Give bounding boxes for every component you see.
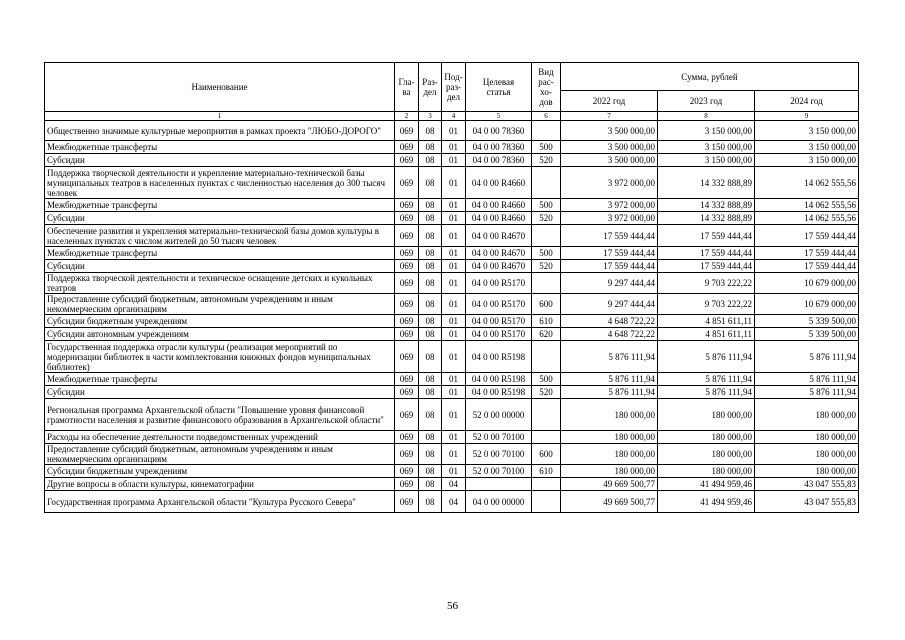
row-sum-2022: 9 297 444,44 [561, 273, 658, 294]
row-sum-2023: 14 332 888,89 [658, 167, 755, 199]
row-podrazdel: 01 [442, 154, 466, 167]
row-sum-2022: 17 559 444,44 [561, 247, 658, 260]
row-statya: 04 0 00 78360 [466, 154, 532, 167]
row-statya: 04 0 00 R5198 [466, 386, 532, 399]
header-glava: Гла- ва [395, 63, 419, 112]
row-sum-2024: 3 150 000,00 [755, 141, 859, 154]
row-glava: 069 [395, 444, 419, 465]
column-number: 2 [395, 112, 419, 121]
column-number: 1 [45, 112, 395, 121]
row-razdel: 08 [419, 373, 442, 386]
table-row [45, 399, 859, 431]
table-row [45, 141, 859, 154]
row-podrazdel: 04 [442, 478, 466, 491]
row-podrazdel: 01 [442, 341, 466, 373]
row-name: Субсидии автономным учреждениям [45, 328, 395, 341]
row-sum-2022: 3 500 000,00 [561, 154, 658, 167]
row-razdel: 08 [419, 273, 442, 294]
row-podrazdel: 01 [442, 225, 466, 247]
row-sum-2023: 4 851 611,11 [658, 328, 755, 341]
row-razdel: 08 [419, 167, 442, 199]
row-statya: 04 0 00 78360 [466, 141, 532, 154]
row-sum-2023: 3 150 000,00 [658, 154, 755, 167]
row-glava: 069 [395, 315, 419, 328]
row-sum-2023: 5 876 111,94 [658, 341, 755, 373]
row-sum-2022: 17 559 444,44 [561, 225, 658, 247]
row-sum-2023: 3 150 000,00 [658, 121, 755, 141]
column-number: 4 [442, 112, 466, 121]
row-statya: 04 0 00 R4660 [466, 212, 532, 225]
row-statya: 04 0 00 00000 [466, 491, 532, 513]
row-podrazdel: 01 [442, 121, 466, 141]
row-podrazdel: 01 [442, 273, 466, 294]
row-vid: 520 [532, 154, 561, 167]
row-sum-2022: 5 876 111,94 [561, 373, 658, 386]
row-razdel: 08 [419, 328, 442, 341]
row-sum-2023: 9 703 222,22 [658, 294, 755, 315]
budget-table [44, 62, 859, 513]
row-vid [532, 478, 561, 491]
row-sum-2024: 3 150 000,00 [755, 154, 859, 167]
row-sum-2024: 5 339 500,00 [755, 328, 859, 341]
table-row [45, 154, 859, 167]
table-row [45, 121, 859, 141]
row-razdel: 08 [419, 491, 442, 513]
row-sum-2023: 41 494 959,46 [658, 478, 755, 491]
row-statya: 04 0 00 78360 [466, 121, 532, 141]
row-vid: 520 [532, 386, 561, 399]
header-statya: Целевая статья [466, 63, 532, 112]
row-statya: 52 0 00 70100 [466, 465, 532, 478]
row-podrazdel: 04 [442, 491, 466, 513]
row-sum-2022: 4 648 722,22 [561, 315, 658, 328]
table-row [45, 260, 859, 273]
row-name: Государственная программа Архангельской области "Культура Русского Севера" [45, 491, 395, 513]
row-glava: 069 [395, 247, 419, 260]
row-vid: 610 [532, 465, 561, 478]
header-2023: 2023 год [658, 91, 755, 112]
row-podrazdel: 01 [442, 199, 466, 212]
row-podrazdel: 01 [442, 328, 466, 341]
row-glava: 069 [395, 141, 419, 154]
row-vid [532, 167, 561, 199]
header-razdel: Раз- дел [419, 63, 442, 112]
row-sum-2023: 41 494 959,46 [658, 491, 755, 513]
row-sum-2022: 49 669 500,77 [561, 491, 658, 513]
row-vid [532, 273, 561, 294]
row-razdel: 08 [419, 247, 442, 260]
row-sum-2022: 49 669 500,77 [561, 478, 658, 491]
column-number: 6 [532, 112, 561, 121]
row-podrazdel: 01 [442, 373, 466, 386]
column-number: 9 [755, 112, 859, 121]
row-vid [532, 431, 561, 444]
row-sum-2022: 180 000,00 [561, 399, 658, 431]
row-glava: 069 [395, 373, 419, 386]
row-sum-2023: 180 000,00 [658, 465, 755, 478]
row-statya: 52 0 00 00000 [466, 399, 532, 431]
header-summa: Сумма, рублей [561, 63, 859, 91]
row-razdel: 08 [419, 386, 442, 399]
row-vid: 500 [532, 199, 561, 212]
column-number: 5 [466, 112, 532, 121]
row-sum-2023: 180 000,00 [658, 444, 755, 465]
row-glava: 069 [395, 273, 419, 294]
row-podrazdel: 01 [442, 315, 466, 328]
row-razdel: 08 [419, 315, 442, 328]
row-vid: 610 [532, 315, 561, 328]
row-podrazdel: 01 [442, 399, 466, 431]
row-statya: 52 0 00 70100 [466, 431, 532, 444]
row-name: Поддержка творческой деятельности и укрепление материально-технической базы муниципальных театров в населенных пунктах с численностью населения до 300 тысяч человек [45, 167, 395, 199]
row-razdel: 08 [419, 225, 442, 247]
row-glava: 069 [395, 199, 419, 212]
row-name: Субсидии [45, 212, 395, 225]
row-name: Государственная поддержка отрасли культуры (реализация мероприятий по модернизации библиотек в части комплектования книжных фондов муниципальных библиотек) [45, 341, 395, 373]
table-row [45, 341, 859, 373]
row-glava: 069 [395, 167, 419, 199]
row-sum-2023: 9 703 222,22 [658, 273, 755, 294]
row-razdel: 08 [419, 399, 442, 431]
row-vid [532, 225, 561, 247]
row-sum-2024: 17 559 444,44 [755, 225, 859, 247]
row-sum-2024: 10 679 000,00 [755, 273, 859, 294]
row-razdel: 08 [419, 260, 442, 273]
row-vid: 600 [532, 294, 561, 315]
table-row [45, 247, 859, 260]
row-vid: 600 [532, 444, 561, 465]
table-row [45, 199, 859, 212]
row-vid [532, 399, 561, 431]
row-name: Региональная программа Архангельской области "Повышение уровня финансовой грамотности населения и развитие финансового образования в Архангельской области" [45, 399, 395, 431]
row-statya: 04 0 00 R4660 [466, 167, 532, 199]
row-name: Субсидии [45, 386, 395, 399]
row-sum-2024: 5 876 111,94 [755, 341, 859, 373]
table-row [45, 328, 859, 341]
row-sum-2023: 180 000,00 [658, 431, 755, 444]
row-glava: 069 [395, 225, 419, 247]
row-name: Другие вопросы в области культуры, кинематографии [45, 478, 395, 491]
row-razdel: 08 [419, 444, 442, 465]
row-sum-2022: 3 500 000,00 [561, 141, 658, 154]
row-sum-2024: 180 000,00 [755, 444, 859, 465]
header-name: Наименование [45, 63, 395, 112]
row-name: Межбюджетные трансферты [45, 141, 395, 154]
row-glava: 069 [395, 212, 419, 225]
row-sum-2023: 14 332 888,89 [658, 199, 755, 212]
row-podrazdel: 01 [442, 141, 466, 154]
row-glava: 069 [395, 121, 419, 141]
table-row [45, 273, 859, 294]
row-sum-2024: 14 062 555,56 [755, 199, 859, 212]
row-sum-2023: 5 876 111,94 [658, 373, 755, 386]
row-razdel: 08 [419, 121, 442, 141]
row-sum-2022: 3 972 000,00 [561, 212, 658, 225]
row-name: Обеспечение развития и укрепления материально-технической базы домов культуры в населенных пунктах с числом жителей до 50 тысяч человек [45, 225, 395, 247]
row-sum-2024: 5 876 111,94 [755, 386, 859, 399]
table-row [45, 225, 859, 247]
row-statya: 04 0 00 R5170 [466, 273, 532, 294]
row-name: Субсидии [45, 154, 395, 167]
row-podrazdel: 01 [442, 167, 466, 199]
column-number-row [45, 112, 859, 121]
row-vid [532, 121, 561, 141]
table-row [45, 465, 859, 478]
row-sum-2023: 14 332 888,89 [658, 212, 755, 225]
row-sum-2023: 3 150 000,00 [658, 141, 755, 154]
row-sum-2023: 5 876 111,94 [658, 386, 755, 399]
table-row [45, 315, 859, 328]
row-glava: 069 [395, 399, 419, 431]
table-row [45, 491, 859, 513]
row-name: Расходы на обеспечение деятельности подведомственных учреждений [45, 431, 395, 444]
row-sum-2023: 17 559 444,44 [658, 247, 755, 260]
row-statya: 04 0 00 R5170 [466, 294, 532, 315]
row-sum-2022: 180 000,00 [561, 444, 658, 465]
row-sum-2023: 17 559 444,44 [658, 225, 755, 247]
row-podrazdel: 01 [442, 431, 466, 444]
row-sum-2024: 17 559 444,44 [755, 260, 859, 273]
row-vid: 620 [532, 328, 561, 341]
row-sum-2023: 17 559 444,44 [658, 260, 755, 273]
row-statya [466, 478, 532, 491]
header-podrazdel: Под- раз- дел [442, 63, 466, 112]
row-statya: 04 0 00 R5170 [466, 328, 532, 341]
column-number: 3 [419, 112, 442, 121]
header-vid: Вид рас- хо- дов [532, 63, 561, 112]
row-podrazdel: 01 [442, 444, 466, 465]
row-podrazdel: 01 [442, 465, 466, 478]
row-sum-2024: 180 000,00 [755, 431, 859, 444]
row-razdel: 08 [419, 141, 442, 154]
row-glava: 069 [395, 328, 419, 341]
page-number: 56 [447, 600, 458, 612]
table-row [45, 478, 859, 491]
row-glava: 069 [395, 465, 419, 478]
row-name: Межбюджетные трансферты [45, 373, 395, 386]
row-vid [532, 491, 561, 513]
row-vid: 500 [532, 373, 561, 386]
row-razdel: 08 [419, 478, 442, 491]
row-sum-2024: 43 047 555,83 [755, 491, 859, 513]
row-podrazdel: 01 [442, 247, 466, 260]
row-sum-2022: 5 876 111,94 [561, 386, 658, 399]
row-sum-2022: 180 000,00 [561, 465, 658, 478]
row-sum-2024: 5 876 111,94 [755, 373, 859, 386]
row-vid: 500 [532, 247, 561, 260]
row-statya: 04 0 00 R4660 [466, 199, 532, 212]
row-statya: 04 0 00 R5198 [466, 373, 532, 386]
row-glava: 069 [395, 341, 419, 373]
table-row [45, 294, 859, 315]
row-sum-2024: 180 000,00 [755, 465, 859, 478]
row-sum-2022: 180 000,00 [561, 431, 658, 444]
row-sum-2022: 3 972 000,00 [561, 199, 658, 212]
row-razdel: 08 [419, 341, 442, 373]
row-glava: 069 [395, 478, 419, 491]
row-statya: 52 0 00 70100 [466, 444, 532, 465]
row-glava: 069 [395, 431, 419, 444]
table-row [45, 212, 859, 225]
row-name: Межбюджетные трансферты [45, 199, 395, 212]
row-sum-2024: 14 062 555,56 [755, 212, 859, 225]
row-sum-2022: 3 500 000,00 [561, 121, 658, 141]
row-sum-2024: 17 559 444,44 [755, 247, 859, 260]
row-vid: 520 [532, 260, 561, 273]
row-statya: 04 0 00 R4670 [466, 225, 532, 247]
row-sum-2022: 4 648 722,22 [561, 328, 658, 341]
row-statya: 04 0 00 R4670 [466, 247, 532, 260]
row-name: Поддержка творческой деятельности и техническое оснащение детских и кукольных театров [45, 273, 395, 294]
row-sum-2024: 180 000,00 [755, 399, 859, 431]
row-glava: 069 [395, 491, 419, 513]
table-row [45, 373, 859, 386]
row-statya: 04 0 00 R4670 [466, 260, 532, 273]
row-vid: 500 [532, 141, 561, 154]
table-row [45, 444, 859, 465]
row-name: Общественно значимые культурные мероприятия в рамках проекта "ЛЮБО-ДОРОГО" [45, 121, 395, 141]
row-sum-2023: 180 000,00 [658, 399, 755, 431]
column-number: 8 [658, 112, 755, 121]
row-sum-2024: 3 150 000,00 [755, 121, 859, 141]
row-podrazdel: 01 [442, 260, 466, 273]
row-podrazdel: 01 [442, 386, 466, 399]
row-glava: 069 [395, 294, 419, 315]
row-vid [532, 341, 561, 373]
row-sum-2024: 43 047 555,83 [755, 478, 859, 491]
header-2024: 2024 год [755, 91, 859, 112]
row-razdel: 08 [419, 212, 442, 225]
column-number: 7 [561, 112, 658, 121]
row-razdel: 08 [419, 199, 442, 212]
row-sum-2022: 5 876 111,94 [561, 341, 658, 373]
row-sum-2024: 10 679 000,00 [755, 294, 859, 315]
row-name: Субсидии бюджетным учреждениям [45, 465, 395, 478]
row-glava: 069 [395, 154, 419, 167]
row-vid: 520 [532, 212, 561, 225]
row-sum-2023: 4 851 611,11 [658, 315, 755, 328]
row-name: Субсидии бюджетным учреждениям [45, 315, 395, 328]
table-row [45, 431, 859, 444]
row-name: Предоставление субсидий бюджетным, автономным учреждениям и иным некоммерческим организациям [45, 444, 395, 465]
row-sum-2022: 17 559 444,44 [561, 260, 658, 273]
row-glava: 069 [395, 386, 419, 399]
row-statya: 04 0 00 R5198 [466, 341, 532, 373]
row-sum-2022: 9 297 444,44 [561, 294, 658, 315]
table-row [45, 386, 859, 399]
row-razdel: 08 [419, 465, 442, 478]
row-razdel: 08 [419, 294, 442, 315]
row-name: Предоставление субсидий бюджетным, автономным учреждениям и иным некоммерческим организациям [45, 294, 395, 315]
row-podrazdel: 01 [442, 294, 466, 315]
table-body [45, 121, 859, 513]
row-glava: 069 [395, 260, 419, 273]
row-name: Субсидии [45, 260, 395, 273]
row-sum-2024: 14 062 555,56 [755, 167, 859, 199]
row-podrazdel: 01 [442, 212, 466, 225]
row-sum-2022: 3 972 000,00 [561, 167, 658, 199]
table-row [45, 167, 859, 199]
row-razdel: 08 [419, 154, 442, 167]
row-statya: 04 0 00 R5170 [466, 315, 532, 328]
row-razdel: 08 [419, 431, 442, 444]
row-name: Межбюджетные трансферты [45, 247, 395, 260]
row-sum-2024: 5 339 500,00 [755, 315, 859, 328]
header-2022: 2022 год [561, 91, 658, 112]
